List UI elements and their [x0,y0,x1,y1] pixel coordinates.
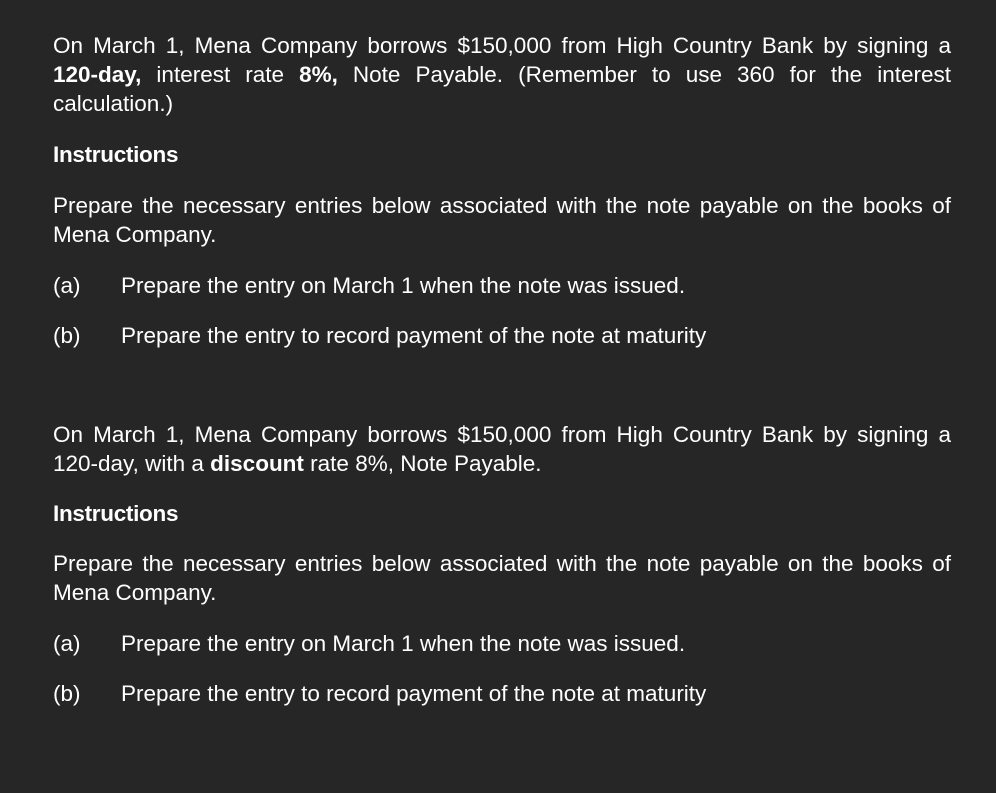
list-item-text: Prepare the entry on March 1 when the note was issued. [121,273,686,298]
problem-2-intro-text: On March 1, Mena Company borrows $150,000 from High Country Bank by signing a 120-day, with a [53,422,951,476]
list-marker: (a) [53,631,81,656]
problem-1-item-a [53,271,951,300]
list-item-text: Prepare the entry to record payment of the note at maturity [121,323,707,348]
problem-1-intro [53,31,951,118]
list-marker: (a) [53,273,81,298]
problem-2-discount: discount [210,451,304,476]
problem-1-instructions-heading: Instructions [53,142,179,167]
problem-1-rate: 8%, [299,62,338,87]
list-marker: (b) [53,681,81,706]
problem-2-instructions-heading: Instructions [53,501,179,526]
problem-1-term: 120-day, [53,62,142,87]
list-item-text: Prepare the entry to record payment of the note at maturity [121,681,707,706]
problem-2-intro-text-2: rate 8%, Note Payable. [303,451,542,476]
problem-2-item-a [53,629,951,658]
list-marker: (b) [53,323,81,348]
problem-1-instructions: Prepare the necessary entries below associated with the note payable on the books of Mena Company. [53,193,951,247]
problem-1-item-b [53,321,951,350]
list-item-text: Prepare the entry on March 1 when the note was issued. [121,631,686,656]
problem-1-intro-text: On March 1, Mena Company borrows $150,000 from High Country Bank by signing a [53,33,951,58]
problem-1-intro-text-2: interest rate [141,62,300,87]
problem-2-item-b [53,679,951,708]
problem-1-intro-text-3: Note Payable. (Remember to use 360 for the interest calculation.) [53,62,951,116]
problem-2-instructions: Prepare the necessary entries below associated with the note payable on the books of Mena Company. [53,551,951,605]
problem-2-intro [53,420,951,478]
